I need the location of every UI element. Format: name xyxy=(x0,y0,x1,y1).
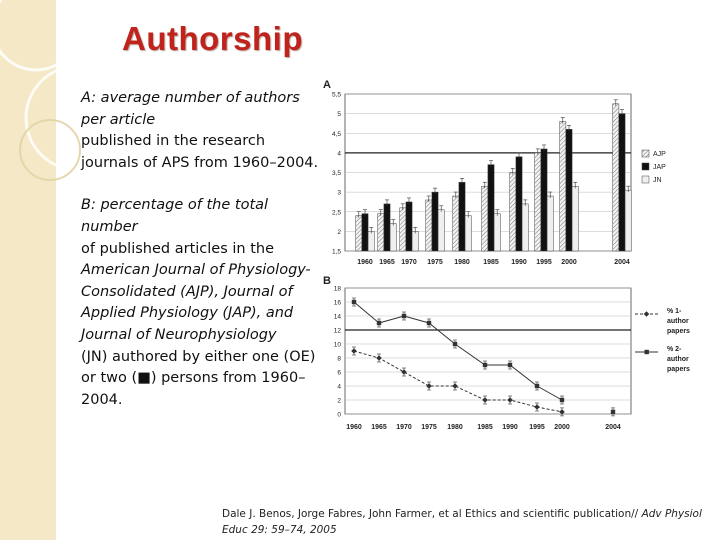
panel-b-legend-label: papers xyxy=(667,366,690,373)
panel-a-bar xyxy=(406,202,412,251)
panel-b-point-two-author xyxy=(377,321,381,325)
panel-a-xtick-label: 1995 xyxy=(536,259,552,266)
panel-a-bar xyxy=(378,214,384,251)
authorship-chart xyxy=(315,76,715,436)
panel-b-xtick-label: 1995 xyxy=(529,424,545,431)
panel-a-label: A: average number of authors per article xyxy=(81,90,300,128)
panel-a-bar xyxy=(522,204,528,251)
panel-a-bar xyxy=(488,165,494,251)
panel-a-xtick-label: 1965 xyxy=(379,259,395,266)
panel-b-legend-label: % 1- xyxy=(667,308,682,315)
panel-a-legend-label: JAP xyxy=(653,164,666,171)
panel-a-ytick-label: 4,5 xyxy=(331,130,341,138)
panel-b-ytick-label: 0 xyxy=(337,411,341,419)
panel-b-point-two-author xyxy=(427,321,431,325)
panel-a-bar xyxy=(619,114,625,251)
panel-a-bar xyxy=(541,149,547,251)
panel-b-point-two-author xyxy=(560,398,564,402)
panel-a-xtick-label: 2000 xyxy=(561,259,577,266)
panel-a-bar xyxy=(390,224,396,251)
panel-b-point-two-author xyxy=(402,314,406,318)
panel-a-xtick-label: 1970 xyxy=(401,259,417,266)
panel-a-xtick-label: 1975 xyxy=(427,259,443,266)
panel-b-legend-label: % 2- xyxy=(667,346,682,353)
panel-a-bar xyxy=(368,231,374,251)
panel-b-xtick-label: 1975 xyxy=(421,424,437,431)
panel-b-point-two-author xyxy=(483,363,487,367)
citation-authors: Dale J. Benos, Jorge Fabres, John Farmer, et al Ethics and scientific publication// xyxy=(222,508,642,520)
panel-a-bar xyxy=(426,200,432,251)
panel-a-bar xyxy=(482,186,488,251)
panel-b-point-two-author xyxy=(352,300,356,304)
citation xyxy=(222,506,702,538)
panel-b-xtick-label: 2004 xyxy=(605,424,621,431)
panel-a-text: published in the research journals of APS from 1960–2004. xyxy=(81,133,319,171)
panel-a-legend-swatch xyxy=(642,176,649,183)
panel-b-text-2: (JN) authored by either one (OE) or two (■) persons from 1960–2004. xyxy=(81,348,316,408)
panel-b-point-two-author xyxy=(453,342,457,346)
panel-a-bar xyxy=(566,129,572,251)
panel-a-xtick-label: 1985 xyxy=(483,259,499,266)
panel-a-bar xyxy=(510,173,516,252)
panel-b-ytick-label: 2 xyxy=(337,397,341,405)
panel-a-xtick-label: 1960 xyxy=(357,259,373,266)
panel-b-ytick-label: 18 xyxy=(333,285,341,293)
panel-b-xtick-label: 1990 xyxy=(502,424,518,431)
panel-b-xtick-label: 1985 xyxy=(477,424,493,431)
panel-b-legend-label: papers xyxy=(667,328,690,335)
panel-b-text: of published articles in the xyxy=(81,240,274,257)
panel-a-bar xyxy=(412,231,418,251)
panel-a-bar xyxy=(400,208,406,251)
panel-b-frame xyxy=(345,288,631,414)
panel-b-ytick-label: 6 xyxy=(337,369,341,377)
panel-b-ytick-label: 16 xyxy=(333,299,341,307)
panel-b-ytick-label: 12 xyxy=(333,327,341,335)
panel-a-bar xyxy=(362,214,368,251)
panel-a-ytick-label: 1,5 xyxy=(331,248,341,256)
panel-a-xtick-label: 2004 xyxy=(614,259,630,266)
panel-b-xtick-label: 1970 xyxy=(396,424,412,431)
panel-a-bar xyxy=(453,196,459,251)
panel-a-legend-swatch xyxy=(642,150,649,157)
panel-a-bar xyxy=(384,204,390,251)
panel-b-xtick-label: 2000 xyxy=(554,424,570,431)
panel-a-ytick-label: 3 xyxy=(337,189,341,197)
panel-a-bar xyxy=(572,186,578,251)
panel-a-bar xyxy=(494,214,500,251)
panel-a-bar xyxy=(432,192,438,251)
panel-a-ytick-label: 2 xyxy=(337,228,341,236)
panel-a-xtick-label: 1990 xyxy=(511,259,527,266)
citation-journal: Adv Physiol Educ 29: 59–74, 2005 xyxy=(222,508,702,536)
panel-b-ytick-label: 8 xyxy=(337,355,341,363)
panel-a-ytick-label: 5 xyxy=(337,111,341,119)
panel-a-ytick-label: 5,5 xyxy=(331,91,341,99)
panel-a-letter: A xyxy=(323,79,331,91)
panel-a-ytick-label: 2,5 xyxy=(331,209,341,217)
panel-a-bar xyxy=(535,153,541,251)
panel-a-bar xyxy=(438,210,444,251)
panel-a-bar xyxy=(459,182,465,251)
panel-b-xtick-label: 1965 xyxy=(371,424,387,431)
panel-b-ytick-label: 10 xyxy=(333,341,341,349)
slide-description xyxy=(81,88,321,411)
panel-b-xtick-label: 1960 xyxy=(346,424,362,431)
journal-names: American Journal of Physiology-Consolidated (AJP), Journal of Applied Physiology (JAP), and Journal of Neurophysiology xyxy=(81,262,311,343)
panel-b-point-two-author xyxy=(611,410,615,414)
panel-a-legend-label: AJP xyxy=(653,151,666,158)
slide-title: Authorship xyxy=(122,20,303,57)
panel-a-bar xyxy=(516,157,522,251)
panel-b-letter: B xyxy=(323,275,331,287)
panel-a-legend-swatch xyxy=(642,163,649,170)
panel-b-legend-label: author xyxy=(667,318,689,325)
panel-a-legend-label: JN xyxy=(653,177,662,184)
panel-b-legend-marker xyxy=(644,311,650,317)
panel-b-ytick-label: 4 xyxy=(337,383,341,391)
panel-b-point-two-author xyxy=(508,363,512,367)
panel-b-label: B: percentage of the total number xyxy=(81,197,269,235)
panel-a-bar xyxy=(547,196,553,251)
panel-a-bar xyxy=(560,121,566,251)
panel-a-bar xyxy=(625,190,631,251)
panel-a-xtick-label: 1980 xyxy=(454,259,470,266)
panel-b-point-two-author xyxy=(535,384,539,388)
panel-a-bar xyxy=(613,104,619,251)
panel-b-legend-label: author xyxy=(667,356,689,363)
panel-a-bar xyxy=(356,216,362,251)
panel-b-legend-marker xyxy=(645,350,649,354)
panel-a-ytick-label: 4 xyxy=(337,150,341,158)
panel-a-ytick-label: 3,5 xyxy=(331,170,341,177)
panel-b-xtick-label: 1980 xyxy=(447,424,463,431)
panel-a-bar xyxy=(465,216,471,251)
panel-b-ytick-label: 14 xyxy=(333,313,341,321)
